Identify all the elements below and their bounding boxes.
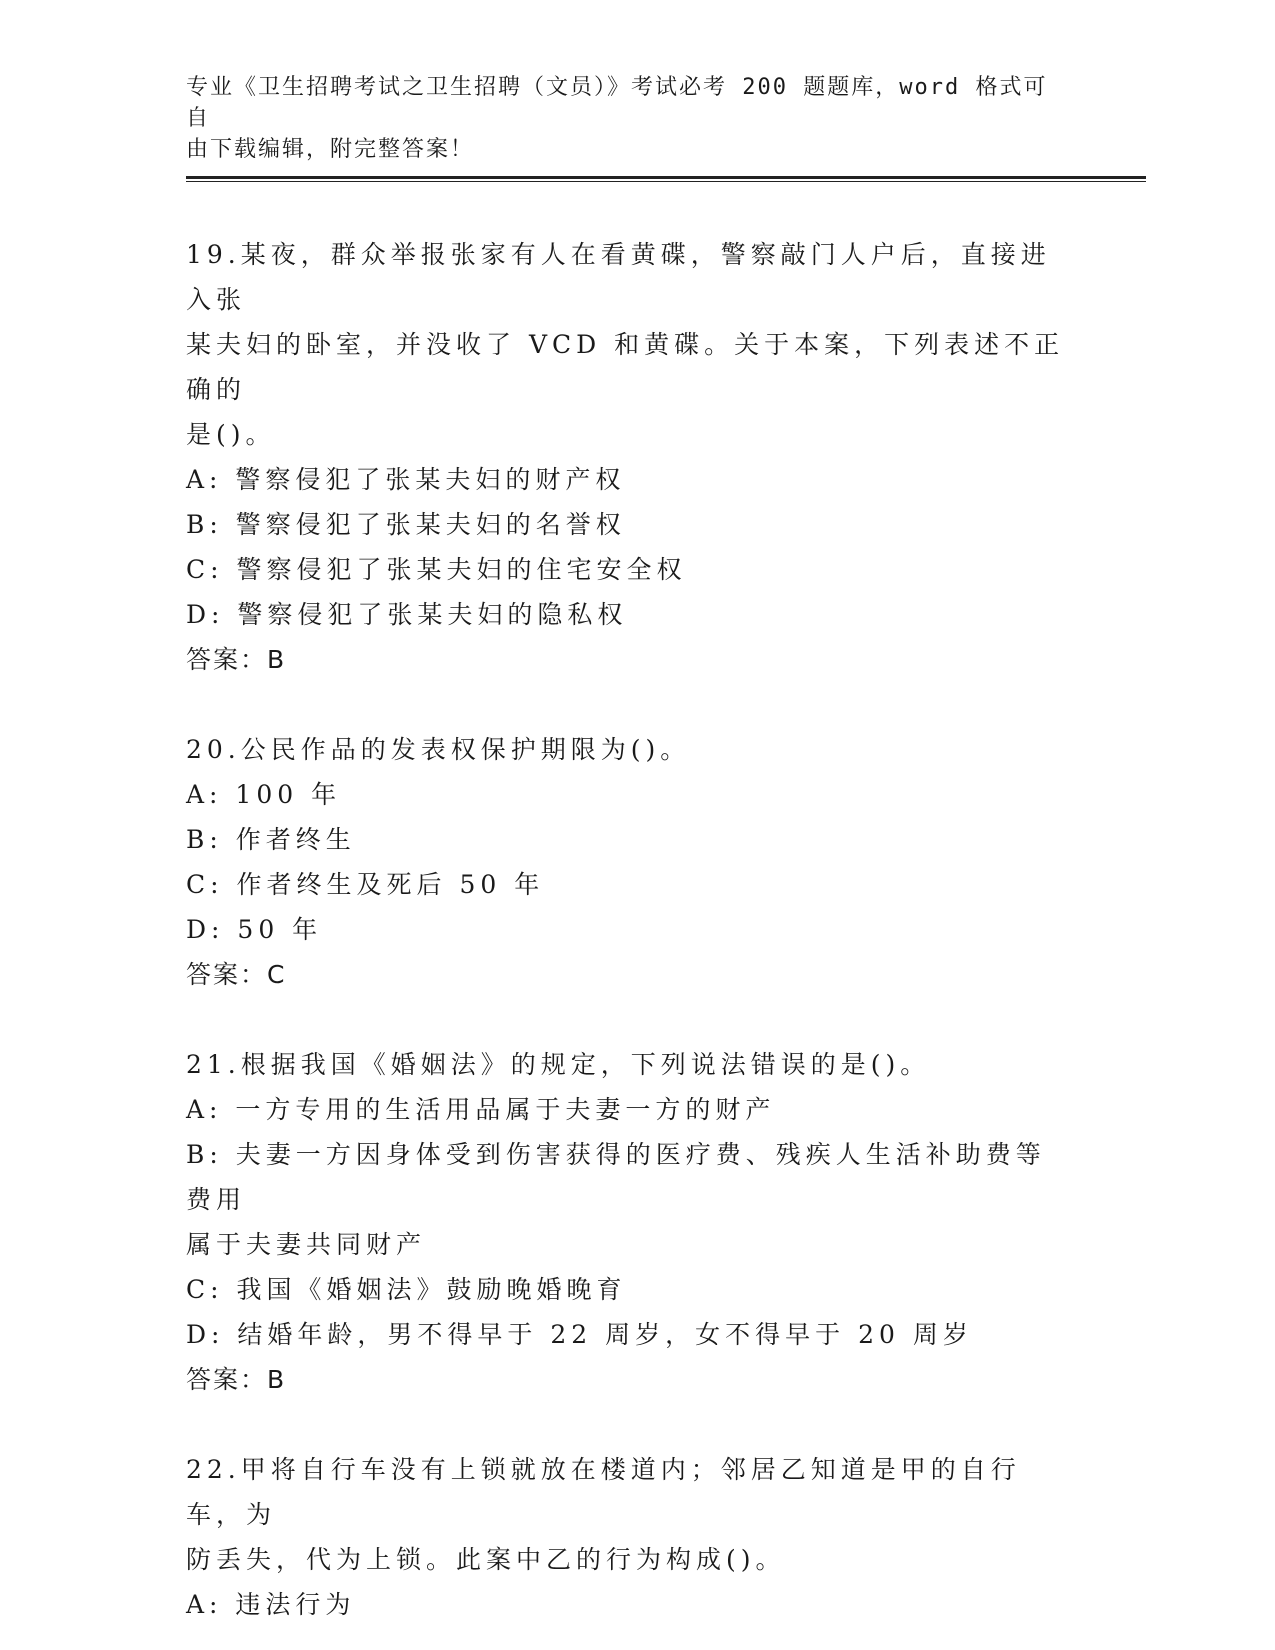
question-stem-line: 22.甲将自行车没有上锁就放在楼道内；邻居乙知道是甲的自行车，为 xyxy=(186,1455,1021,1529)
option-a: A: 100 年 xyxy=(186,780,342,809)
question-list xyxy=(186,232,1066,1627)
question-20 xyxy=(186,727,1066,997)
option-c: C: 作者终生及死后 50 年 xyxy=(186,870,545,899)
header-line-1: 专业《卫生招聘考试之卫生招聘（文员）》考试必考 200 题题库，word 格式可自 xyxy=(186,75,1048,131)
option-b: B: 警察侵犯了张某夫妇的名誉权 xyxy=(186,510,626,539)
header-line-2: 由下载编辑，附完整答案！ xyxy=(186,137,475,162)
question-stem-line: 是()。 xyxy=(186,420,276,449)
option-c: C: 警察侵犯了张某夫妇的住宅安全权 xyxy=(186,555,687,584)
option-b: B: 夫妻一方因身体受到伤害获得的医疗费、残疾人生活补助费等费用 xyxy=(186,1140,1046,1214)
header-divider-thick xyxy=(186,176,1146,179)
question-stem-line: 20.公民作品的发表权保护期限为()。 xyxy=(186,735,691,764)
question-stem-line: 19.某夜，群众举报张家有人在看黄碟，警察敲门人户后，直接进入张 xyxy=(186,240,1051,314)
option-c: C: 我国《婚姻法》鼓励晚婚晚育 xyxy=(186,1275,627,1304)
answer-line: 答案：C xyxy=(186,960,287,989)
answer-line: 答案：B xyxy=(186,645,287,674)
option-a: A: 一方专用的生活用品属于夫妻一方的财产 xyxy=(186,1095,776,1124)
answer-line: 答案：B xyxy=(186,1365,287,1394)
question-22 xyxy=(186,1447,1066,1627)
question-21 xyxy=(186,1042,1066,1402)
option-b: B: 作者终生 xyxy=(186,825,356,854)
option-a: A: 警察侵犯了张某夫妇的财产权 xyxy=(186,465,626,494)
question-19 xyxy=(186,232,1066,682)
header-divider-thin xyxy=(186,181,1146,182)
option-d: D: 结婚年龄，男不得早于 22 周岁，女不得早于 20 周岁 xyxy=(186,1320,973,1349)
question-stem-line: 防丢失，代为上锁。此案中乙的行为构成()。 xyxy=(186,1545,786,1574)
question-stem-line: 某夫妇的卧室，并没收了 VCD 和黄碟。关于本案，下列表述不正确的 xyxy=(186,330,1065,404)
option-d: D: 警察侵犯了张某夫妇的隐私权 xyxy=(186,600,628,629)
document-header xyxy=(186,72,1066,165)
option-b-continued: 属于夫妻共同财产 xyxy=(186,1230,427,1259)
question-stem-line: 21.根据我国《婚姻法》的规定，下列说法错误的是()。 xyxy=(186,1050,931,1079)
option-d: D: 50 年 xyxy=(186,915,323,944)
option-a: A: 违法行为 xyxy=(186,1590,356,1619)
